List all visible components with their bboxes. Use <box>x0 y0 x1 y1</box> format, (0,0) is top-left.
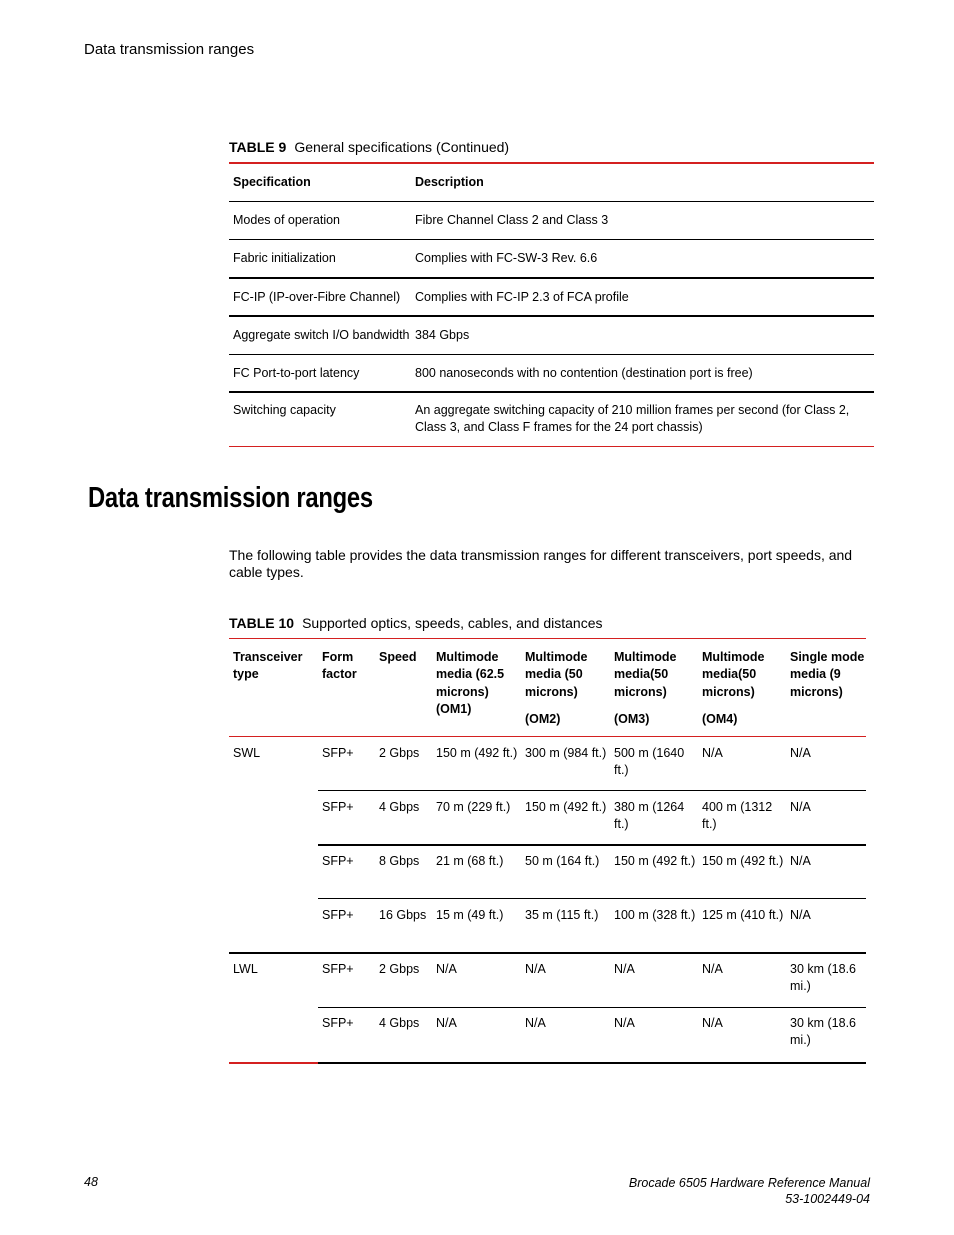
table9-caption <box>229 139 509 155</box>
table-cell: 30 km (18.6 mi.) <box>790 962 857 994</box>
row-divider <box>318 898 866 899</box>
table-cell: SFP+ <box>322 962 354 976</box>
table9-label: TABLE 9 <box>229 139 287 155</box>
table-cell: FC Port-to-port latency <box>233 365 360 380</box>
table10-header-cell <box>610 649 698 736</box>
table10-header-cell <box>521 649 610 736</box>
table-cell: N/A <box>702 746 723 760</box>
row-divider <box>318 844 866 846</box>
header-text: Single mode media (9 microns) <box>790 650 865 699</box>
table-cell: An aggregate switching capacity of 210 million frames per second (for Class 2, Class 3, and Class F frames for the 24 port chassis) <box>415 403 850 434</box>
table9-title: General specifications (Continued) <box>294 139 510 155</box>
running-header: Data transmission ranges <box>84 41 255 58</box>
table-cell: N/A <box>790 908 811 922</box>
table-cell: 2 Gbps <box>379 962 420 976</box>
table-cell: 500 m (1640 ft.) <box>614 746 685 778</box>
table-cell: N/A <box>702 1016 723 1030</box>
manual-title: Brocade 6505 Hardware Reference Manual <box>628 1176 870 1190</box>
table-cell: Aggregate switch I/O bandwidth <box>233 328 410 342</box>
table10-header-cell <box>375 649 432 736</box>
table-cell: N/A <box>790 746 811 760</box>
table-cell: Complies with FC-SW-3 Rev. 6.6 <box>415 251 598 265</box>
table-cell: 2 Gbps <box>379 746 420 760</box>
table10-header-cell <box>318 649 375 736</box>
header-text: Multimode media(50 microns) <box>614 650 677 699</box>
table-cell: Complies with FC-IP 2.3 of FCA profile <box>415 289 629 304</box>
table-cell: 384 Gbps <box>415 328 470 342</box>
table-cell: N/A <box>525 1016 546 1030</box>
table-cell: N/A <box>790 854 811 868</box>
table10 <box>229 638 866 1061</box>
table-row <box>229 791 866 845</box>
header-subtext: (OM3) <box>614 712 650 727</box>
header-text: Multimode media(50 microns) <box>702 650 765 699</box>
table-cell: SFP+ <box>322 800 354 814</box>
table10-header-cell <box>432 649 521 736</box>
table-row <box>229 355 874 393</box>
table-cell: 4 Gbps <box>379 800 420 814</box>
table10-header-cell <box>229 649 318 736</box>
table-cell <box>229 853 318 899</box>
doc-number: 53-1002449-04 <box>785 1192 870 1206</box>
table-cell: 380 m (1264 ft.) <box>614 800 685 832</box>
table-cell: SFP+ <box>322 908 354 922</box>
table-cell: 300 m (984 ft.) <box>525 746 607 760</box>
header-subtext: (OM4) <box>702 712 738 727</box>
row-divider <box>318 1007 866 1008</box>
table-cell: N/A <box>525 962 546 976</box>
header-text: Multimode media (62.5 microns) (OM1) <box>436 650 505 717</box>
table10-caption <box>229 615 603 631</box>
table-cell: N/A <box>436 1016 457 1030</box>
table-cell: 4 Gbps <box>379 1016 420 1030</box>
table9-header-cell: Specification <box>233 175 311 189</box>
table10-header-cell <box>786 649 866 736</box>
table-row <box>229 317 874 355</box>
table-cell <box>229 799 318 845</box>
table-row <box>229 202 874 240</box>
table-cell: FC-IP (IP-over-Fibre Channel) <box>233 289 401 304</box>
table-cell: LWL <box>233 962 258 976</box>
table-row <box>229 899 866 953</box>
table-cell: 30 km (18.6 mi.) <box>790 1016 857 1048</box>
table10-label: TABLE 10 <box>229 615 295 631</box>
table-row <box>229 953 866 1007</box>
header-subtext: (OM2) <box>525 712 561 727</box>
page-number: 48 <box>84 1175 98 1189</box>
table10-header-cell <box>698 649 786 736</box>
table-cell: 150 m (492 ft.) <box>702 854 784 868</box>
table-cell: 50 m (164 ft.) <box>525 854 600 868</box>
table-cell: 150 m (492 ft.) <box>436 746 518 760</box>
table-row <box>229 737 866 791</box>
row-divider <box>318 790 866 791</box>
table-cell: N/A <box>702 962 723 976</box>
table-row <box>229 393 874 447</box>
table-cell: SFP+ <box>322 1016 354 1030</box>
table9-header-cell: Description <box>415 175 484 189</box>
table-cell: 15 m (49 ft.) <box>436 908 504 922</box>
table-cell: 100 m (328 ft.) <box>614 908 696 922</box>
table-cell: 16 Gbps <box>379 908 427 922</box>
table-cell: 35 m (115 ft.) <box>525 908 599 922</box>
intro-paragraph: The following table provides the data transmission ranges for different transceivers, port speeds, and cable types. <box>229 547 853 580</box>
table-row <box>229 1007 866 1061</box>
row-divider <box>229 952 866 954</box>
table-cell: 21 m (68 ft.) <box>436 854 504 868</box>
table-row <box>229 240 874 279</box>
table-cell: 800 nanoseconds with no contention (destination port is free) <box>415 365 753 380</box>
table-cell: Fibre Channel Class 2 and Class 3 <box>415 213 609 227</box>
header-text: Form factor <box>322 650 357 682</box>
table-cell: SWL <box>233 746 261 760</box>
table9 <box>229 162 874 447</box>
table10-header-row <box>229 639 866 737</box>
table-cell: N/A <box>614 1016 635 1030</box>
table-cell: SFP+ <box>322 854 354 868</box>
table-cell: 8 Gbps <box>379 854 420 868</box>
table10-title: Supported optics, speeds, cables, and distances <box>302 615 603 631</box>
table-cell <box>229 907 318 953</box>
table-cell: 125 m (410 ft.) <box>702 908 784 922</box>
table-row <box>229 845 866 899</box>
table-cell: 150 m (492 ft.) <box>614 854 696 868</box>
table-cell: 400 m (1312 ft.) <box>702 800 773 832</box>
table-cell: N/A <box>790 800 811 814</box>
table-cell: N/A <box>436 962 457 976</box>
header-text: Transceiver type <box>233 650 303 682</box>
table-row <box>229 279 874 317</box>
footer-doc-info <box>629 1175 870 1207</box>
table-cell: N/A <box>614 962 635 976</box>
table-cell: Fabric initialization <box>233 251 336 265</box>
table-cell: Modes of operation <box>233 213 341 227</box>
header-text: Speed <box>379 650 417 664</box>
table-cell: SFP+ <box>322 746 354 760</box>
table9-header-row <box>229 164 874 202</box>
section-title: Data transmission ranges <box>88 482 373 514</box>
table-cell: 70 m (229 ft.) <box>436 800 511 814</box>
table-cell <box>229 1015 318 1061</box>
header-text: Multimode media (50 microns) <box>525 650 588 699</box>
table-bottom-accent <box>229 1062 318 1064</box>
table-bottom-rule <box>229 1062 866 1064</box>
table-cell: 150 m (492 ft.) <box>525 800 607 814</box>
table-cell: Switching capacity <box>233 403 336 417</box>
